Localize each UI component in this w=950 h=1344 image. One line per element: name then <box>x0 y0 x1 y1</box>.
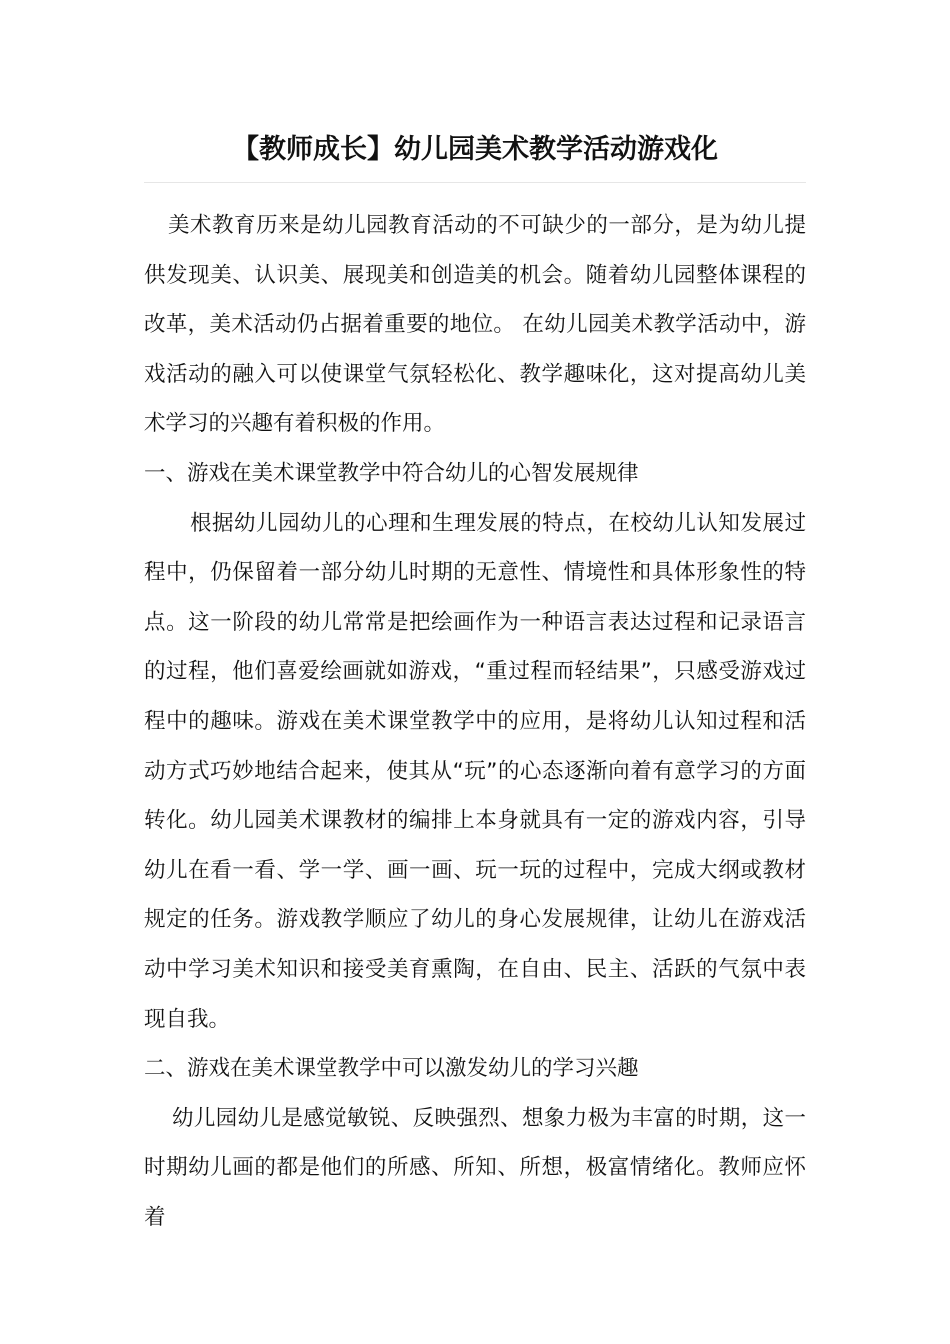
paragraph-intro: 美术教育历来是幼儿园教育活动的不可缺少的一部分，是为幼儿提供发现美、认识美、展现美和创造美的机会。随着幼儿园整体课程的改革，美术活动仍占据着重要的地位。 在幼儿园美术教学活动中，游戏活动的融入可以使课堂气氛轻松化、教学趣味化，这对提高幼儿美术学习的兴趣有着积极的作用。 <box>144 213 806 437</box>
document-title: 【教师成长】幼儿园美术教学活动游戏化 <box>232 134 718 165</box>
section-heading-2: 二、游戏在美术课堂教学中可以激发幼儿的学习兴趣 <box>144 1056 639 1082</box>
section-heading-1: 一、游戏在美术课堂教学中符合幼儿的心智发展规律 <box>144 460 639 486</box>
document-body <box>144 201 806 1242</box>
title-divider <box>144 182 806 183</box>
paragraph-section-2: 幼儿园幼儿是感觉敏锐、反映强烈、想象力极为丰富的时期，这一时期幼儿画的都是他们的所感、所知、所想，极富情绪化。教师应怀着 <box>144 1105 806 1230</box>
paragraph-section-1: 根据幼儿园幼儿的心理和生理发展的特点，在校幼儿认知发展过程中，仍保留着一部分幼儿时期的无意性、情境性和具体形象性的特点。这一阶段的幼儿常常是把绘画作为一种语言表达过程和记录语言的过程，他们喜爱绘画就如游戏，“重过程而轻结果”，只感受游戏过程中的趣味。游戏在美术课堂教学中的应用，是将幼儿认知过程和活动方式巧妙地结合起来，使其从“玩”的心态逐渐向着有意学习的方面转化。幼儿园美术课教材的编排上本身就具有一定的游戏内容，引导幼儿在看一看、学一学、画一画、玩一玩的过程中，完成大纲或教材规定的任务。游戏教学顺应了幼儿的身心发展规律，让幼儿在游戏活动中学习美术知识和接受美育熏陶，在自由、民主、活跃的气氛中表现自我。 <box>144 510 806 1032</box>
